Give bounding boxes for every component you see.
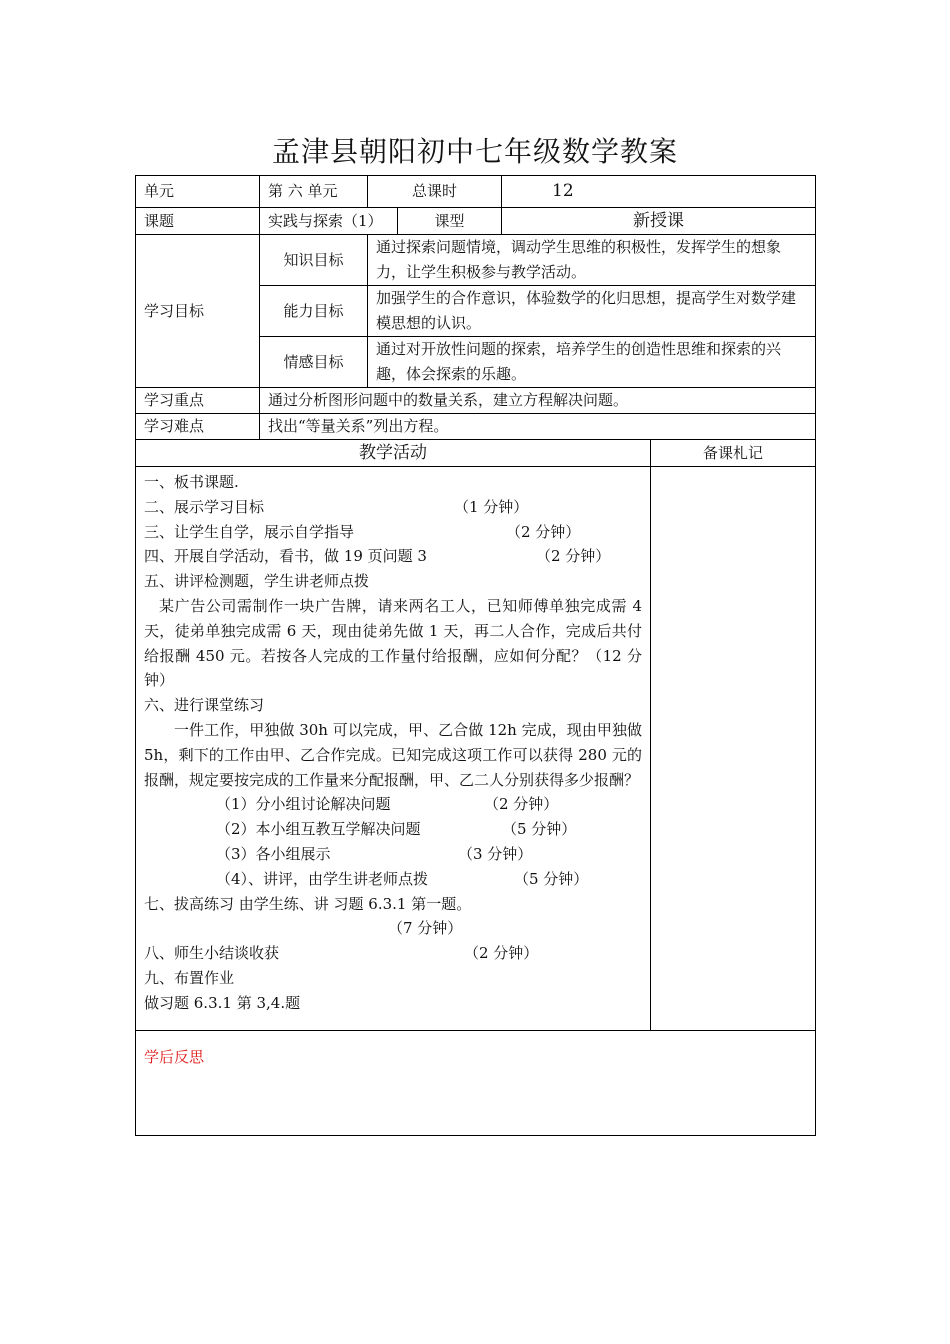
sub-step-1-text: （1）分小组讨论解决问题	[216, 795, 391, 814]
sub-step-4-text: （4）、讲评，由学生讲老师点拨	[216, 869, 429, 888]
homework-text: 做习题 6.3.1 第 3,4.题	[144, 993, 301, 1012]
step-7-time-line	[144, 916, 642, 941]
knowledge-label: 知识目标	[260, 235, 368, 286]
focus-text: 通过分析图形问题中的数量关系，建立方程解决问题。	[260, 388, 816, 414]
ability-label: 能力目标	[260, 286, 368, 337]
difficulty-row	[136, 414, 816, 440]
sub-step-3	[144, 842, 642, 867]
step-7-time: （7 分钟）	[388, 919, 463, 938]
unit-row	[136, 176, 816, 208]
homework	[144, 991, 642, 1016]
emotion-label: 情感目标	[260, 337, 368, 388]
type-label: 课型	[398, 208, 502, 235]
hours-value	[502, 176, 816, 208]
reflection-row	[136, 1031, 816, 1136]
step-1	[144, 470, 642, 495]
step-8-time: （2 分钟）	[464, 944, 539, 963]
sub-step-3-time: （3 分钟）	[458, 844, 533, 863]
step-1-text: 一、板书课题.	[144, 473, 239, 491]
step-9	[144, 966, 642, 991]
difficulty-text: 找出“等量关系”列出方程。	[260, 414, 816, 440]
step-3	[144, 520, 642, 545]
unit-value: 第 六 单元	[260, 176, 368, 208]
sub-step-2-time: （5 分钟）	[502, 820, 577, 839]
hours-value-text: 12	[552, 181, 574, 201]
problem-2: 一件工作，甲独做 30h 可以完成，甲、乙合做 12h 完成，现由甲独做 5h，剩下的工作由甲、乙合作完成。已知完成这项工作可以获得 280 元的报酬，规定要按完成的工作量来分配报酬，甲、乙二人分别获得多少报酬？	[144, 720, 643, 789]
step-4	[144, 544, 642, 569]
sub-step-1	[144, 792, 642, 817]
topic-row	[136, 208, 816, 235]
lesson-plan-table	[135, 175, 816, 1136]
step-2-time: （1 分钟）	[454, 497, 529, 516]
step-6	[144, 693, 642, 718]
sub-step-2-text: （2）本小组互教互学解决问题	[216, 820, 421, 839]
goals-label: 学习目标	[136, 235, 260, 388]
difficulty-label: 学习难点	[136, 414, 260, 440]
sub-step-4	[144, 867, 642, 892]
activity-row	[136, 467, 816, 1031]
notes-header: 备课札记	[651, 440, 816, 467]
step-3-text: 三、让学生自学，展示自学指导	[144, 522, 355, 541]
step-9-text: 九、布置作业	[144, 968, 235, 987]
step-8	[144, 941, 642, 966]
step-5	[144, 569, 642, 594]
step-4-time: （2 分钟）	[536, 547, 611, 566]
emotion-text: 通过对开放性问题的探索，培养学生的创造性思维和探索的兴趣，体会探索的乐趣。	[368, 337, 816, 388]
focus-label: 学习重点	[136, 388, 260, 414]
activity-content	[136, 467, 651, 1031]
topic-value: 实践与探索（1）	[260, 208, 398, 235]
page-title: 孟津县朝阳初中七年级数学教案	[271, 135, 678, 168]
sub-step-4-time: （5 分钟）	[514, 869, 589, 888]
focus-row	[136, 388, 816, 414]
step-8-text: 八、师生小结谈收获	[144, 944, 280, 963]
sub-step-3-text: （3）各小组展示	[216, 844, 331, 863]
activity-header: 教学活动	[136, 440, 651, 467]
step-7-text: 七、拔高练习 由学生练、讲 习题 6.3.1 第一题。	[144, 894, 472, 913]
notes-cell	[651, 467, 816, 1031]
step-7	[144, 892, 642, 917]
activity-header-row	[136, 440, 816, 467]
type-value: 新授课	[502, 208, 816, 235]
step-2	[144, 495, 642, 520]
topic-label: 课题	[136, 208, 260, 235]
ability-text: 加强学生的合作意识，体验数学的化归思想，提高学生对数学建模思想的认识。	[368, 286, 816, 337]
sub-step-2	[144, 817, 642, 842]
reflection-label: 学后反思	[144, 1048, 205, 1066]
step-5-text: 五、讲评检测题，学生讲老师点拨	[144, 572, 370, 591]
step-4-text: 四、开展自学活动，看书，做 19 页问题 3	[144, 547, 427, 566]
reflection-cell	[136, 1031, 816, 1136]
step-6-text: 六、进行课堂练习	[144, 696, 265, 715]
sub-step-1-time: （2 分钟）	[484, 795, 559, 814]
step-3-time: （2 分钟）	[506, 522, 581, 541]
unit-label: 单元	[136, 176, 260, 208]
problem-1: 某广告公司需制作一块广告牌，请来两名工人，已知师傅单独完成需 4 天，徒弟单独完成需 6 天，现由徒弟先做 1 天，再二人合作，完成后共付给报酬 450 元。若按各人完成的工作量付给报酬，应如何分配？（12 分钟）	[144, 596, 643, 690]
goal-knowledge-row	[136, 235, 816, 286]
step-2-text: 二、展示学习目标	[144, 497, 265, 516]
hours-label: 总课时	[368, 176, 502, 208]
knowledge-text: 通过探索问题情境，调动学生思维的积极性，发挥学生的想象力，让学生积极参与教学活动。	[368, 235, 816, 286]
